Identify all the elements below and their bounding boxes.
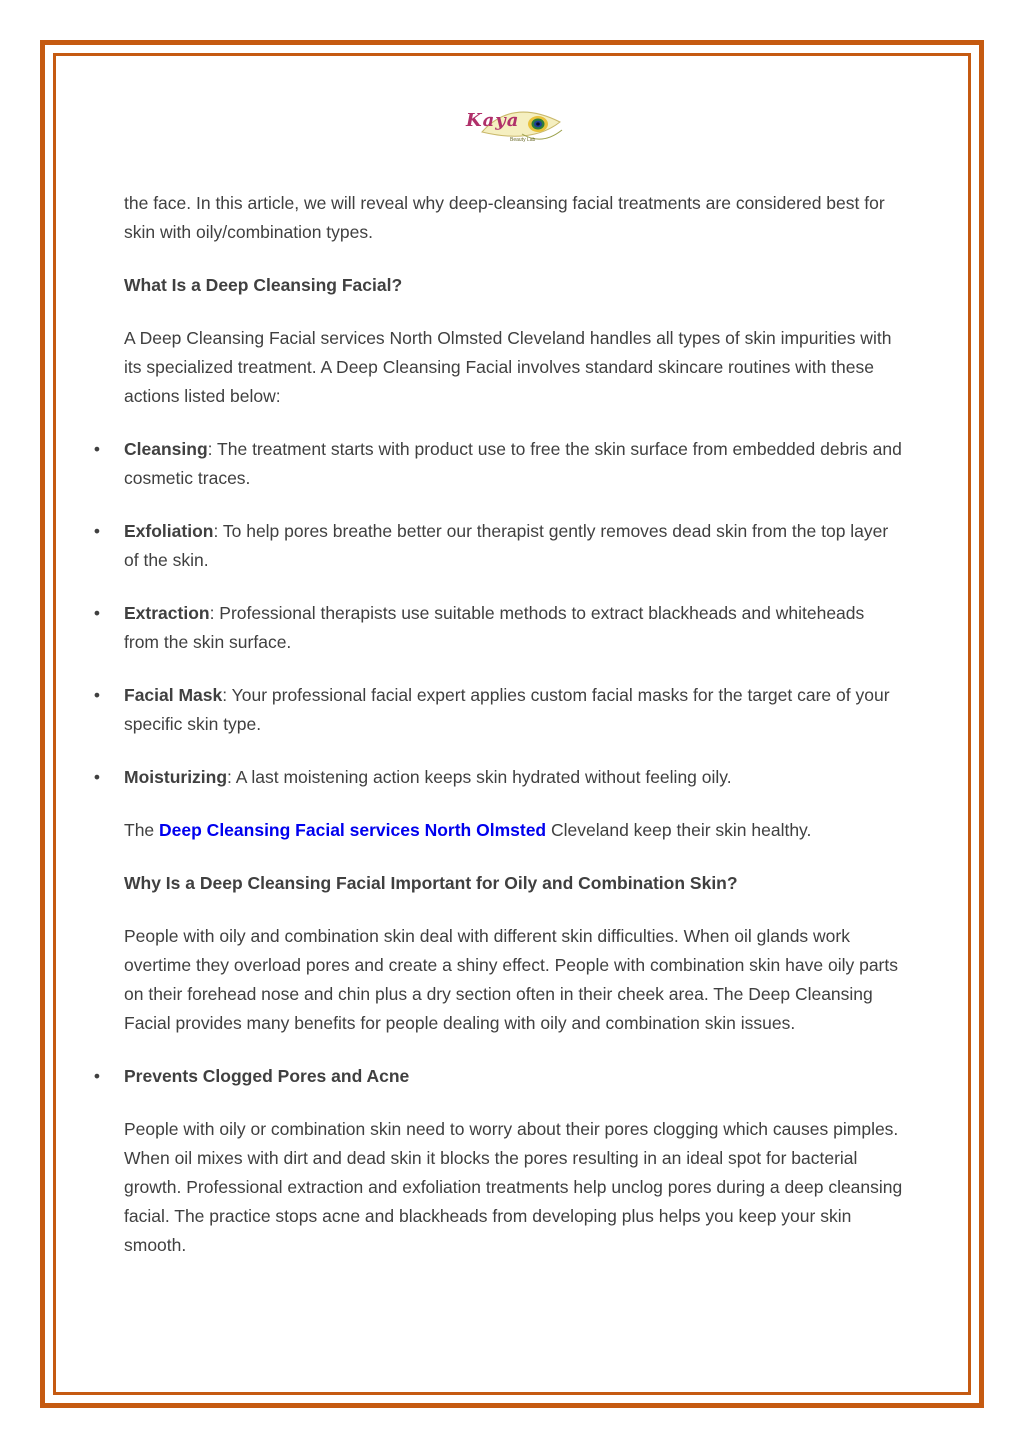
step-text: : A last moistening action keeps skin hydrated without feeling oily.: [227, 767, 732, 787]
kaya-logo: [462, 104, 566, 150]
deep-cleansing-facial-link[interactable]: Deep Cleansing Facial services North Olmsted: [159, 820, 547, 840]
bullet-icon: •: [93, 603, 101, 623]
step-term: Exfoliation: [124, 521, 214, 541]
bullet-icon: •: [93, 685, 101, 705]
step-text: : The treatment starts with product use to free the skin surface from embedded debris and cosmetic traces.: [124, 439, 902, 488]
list-item-cleansing: [93, 435, 904, 493]
link-sentence: [124, 816, 904, 845]
list-item-exfoliation: [93, 517, 904, 575]
clogged-pores-paragraph: People with oily or combination skin need to worry about their pores clogging which causes pimples. When oil mixes with dirt and dead skin it blocks the pores resulting in an ideal spot for bacterial growth. Professional extraction and exfoliation treatments help unclog pores during a deep cleansing facial. The practice stops acne and blackheads from developing plus helps you keep your skin smooth.: [124, 1119, 903, 1255]
step-text: : To help pores breathe better our therapist gently removes dead skin from the top layer of the skin.: [124, 521, 889, 570]
article-body: [93, 189, 904, 1284]
step-text: : Your professional facial expert applies custom facial masks for the target care of your specific skin type.: [124, 685, 890, 734]
step-term: Moisturizing: [124, 767, 228, 787]
step-term: Extraction: [124, 603, 210, 623]
logo-wordmark: Kaya: [466, 110, 520, 131]
bullet-icon: •: [93, 521, 101, 541]
link-prefix: The: [124, 820, 160, 840]
step-term: Cleansing: [124, 439, 208, 459]
step-term: Facial Mask: [124, 685, 223, 705]
intro-paragraph: the face. In this article, we will reveal why deep-cleansing facial treatments are considered best for skin with oily/combination types.: [124, 193, 885, 242]
link-suffix: Cleveland keep their skin healthy.: [546, 820, 812, 840]
oily-skin-paragraph: People with oily and combination skin deal with different skin difficulties. When oil glands work overtime they overload pores and create a shiny effect. People with combination skin have oily parts on their forehead nose and chin plus a dry section often in their cheek area. The Deep Cleansing Facial provides many benefits for people dealing with oily and combination skin issues.: [124, 926, 898, 1033]
list-item-moisturizing: [93, 763, 904, 792]
subheading-prevents-clogged-pores: Prevents Clogged Pores and Acne: [124, 1066, 410, 1086]
heading-why-important: Why Is a Deep Cleansing Facial Important for Oily and Combination Skin?: [124, 873, 738, 893]
heading-what-is: What Is a Deep Cleansing Facial?: [124, 275, 403, 295]
list-item-extraction: [93, 599, 904, 657]
list-item-facial-mask: [93, 681, 904, 739]
bullet-icon: •: [93, 767, 101, 787]
bullet-icon: •: [93, 439, 101, 459]
list-item-prevents-clogged-pores: [93, 1062, 904, 1091]
logo-tagline: Beauty Lab: [510, 137, 536, 143]
step-text: : Professional therapists use suitable methods to extract blackheads and whiteheads from the skin surface.: [124, 603, 865, 652]
bullet-icon: •: [93, 1066, 101, 1086]
definition-paragraph: A Deep Cleansing Facial services North Olmsted Cleveland handles all types of skin impurities with its specialized treatment. A Deep Cleansing Facial involves standard skincare routines with these actions listed below:: [124, 328, 892, 406]
